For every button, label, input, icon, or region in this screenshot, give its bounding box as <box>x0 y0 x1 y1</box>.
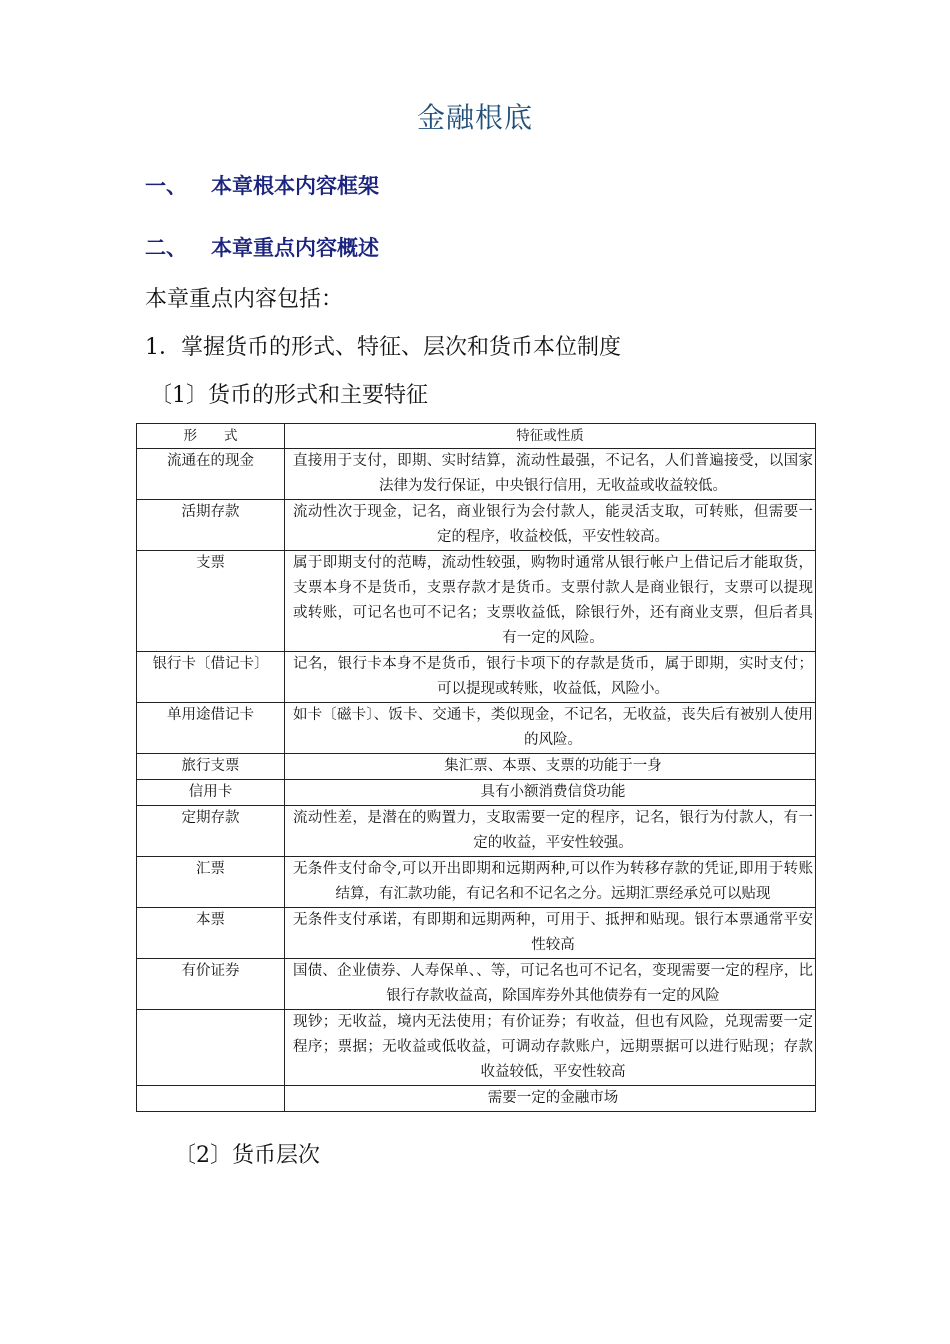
table-row <box>137 551 816 652</box>
form-cell: 汇票 <box>137 857 285 908</box>
table-row <box>137 806 816 857</box>
feature-cell: 如卡〔磁卡〕、饭卡、交通卡，类似现金，不记名，无收益，丧失后有被别人使用的风险。 <box>285 703 816 754</box>
table-row <box>137 754 816 780</box>
section-title: 本章根本内容框架 <box>211 174 379 198</box>
form-cell: 流通在的现金 <box>137 449 285 500</box>
feature-cell: 需要一定的金融市场 <box>285 1086 816 1112</box>
table-header-feature: 特征或性质 <box>285 424 816 449</box>
feature-cell: 集汇票、本票、支票的功能于一身 <box>285 754 816 780</box>
feature-cell: 国债、企业债券、人寿保单、、等，可记名也可不记名，变现需要一定的程序，比银行存款收益高，除国库券外其他债券有一定的风险 <box>285 959 816 1010</box>
table-header-form: 形 式 <box>137 424 285 449</box>
feature-cell: 属于即期支付的范畴，流动性较强，购物时通常从银行帐户上借记后才能取货，支票本身不是货币，支票存款才是货币。支票付款人是商业银行，支票可以提现或转账，可记名也可不记名；支票收益低，除银行外，还有商业支票，但后者具有一定的风险。 <box>285 551 816 652</box>
section-heading-1 <box>145 170 379 200</box>
section-number: 二、 <box>145 236 187 260</box>
table-row <box>137 652 816 703</box>
subsection-2-heading: 〔2〕货币层次 <box>174 1143 320 1168</box>
table-row <box>137 908 816 959</box>
table-row <box>137 857 816 908</box>
form-cell: 单用途借记卡 <box>137 703 285 754</box>
page-title: 金融根底 <box>416 101 533 134</box>
table-row <box>137 703 816 754</box>
table-row <box>137 1010 816 1086</box>
form-cell: 信用卡 <box>137 780 285 806</box>
table-row <box>137 959 816 1010</box>
feature-cell: 具有小额消费信贷功能 <box>285 780 816 806</box>
feature-cell: 记名，银行卡本身不是货币，银行卡项下的存款是货币，属于即期，实时支付；可以提现或转账，收益低，风险小。 <box>285 652 816 703</box>
form-cell: 银行卡〔借记卡〕 <box>137 652 285 703</box>
feature-cell: 流动性次于现金，记名，商业银行为会付款人，能灵活支取，可转账，但需要一定的程序，收益校低，平安性较高。 <box>285 500 816 551</box>
form-cell: 活期存款 <box>137 500 285 551</box>
table-header-row <box>137 424 816 449</box>
form-cell: 旅行支票 <box>137 754 285 780</box>
table-row <box>137 449 816 500</box>
feature-cell: 直接用于支付，即期、实时结算，流动性最强，不记名，人们普遍接受，以国家法律为发行保证，中央银行信用，无收益或收益较低。 <box>285 449 816 500</box>
section-number: 一、 <box>145 174 187 198</box>
intro-text: 本章重点内容包括： <box>145 287 344 312</box>
subsection-1-heading: 〔1〕货币的形式和主要特征 <box>150 383 428 408</box>
section-title: 本章重点内容概述 <box>211 236 379 260</box>
feature-cell: 流动性差，是潜在的购置力，支取需要一定的程序，记名，银行为付款人，有一定的收益，平安性较强。 <box>285 806 816 857</box>
feature-cell: 无条件支付承诺，有即期和远期两种，可用于、抵押和贴现。银行本票通常平安性较高 <box>285 908 816 959</box>
feature-cell: 现钞；无收益，境内无法使用；有价证券；有收益，但也有风险，兑现需要一定程序；票据；无收益或低收益，可调动存款账户，远期票据可以进行贴现；存款收益较低，平安性较高 <box>285 1010 816 1086</box>
table-row <box>137 500 816 551</box>
form-cell: 定期存款 <box>137 806 285 857</box>
currency-forms-table <box>136 423 816 1112</box>
table-row <box>137 1086 816 1112</box>
form-cell <box>137 1010 285 1086</box>
form-cell: 有价证券 <box>137 959 285 1010</box>
form-cell: 支票 <box>137 551 285 652</box>
form-cell <box>137 1086 285 1112</box>
point-1-text: 1．掌握货币的形式、特征、层次和货币本位制度 <box>145 335 621 360</box>
feature-cell: 无条件支付命令,可以开出即期和远期两种,可以作为转移存款的凭证,即用于转账结算，有汇款功能，有记名和不记名之分。远期汇票经承兑可以贴现 <box>285 857 816 908</box>
form-cell: 本票 <box>137 908 285 959</box>
section-heading-2 <box>145 232 379 262</box>
table-row <box>137 780 816 806</box>
